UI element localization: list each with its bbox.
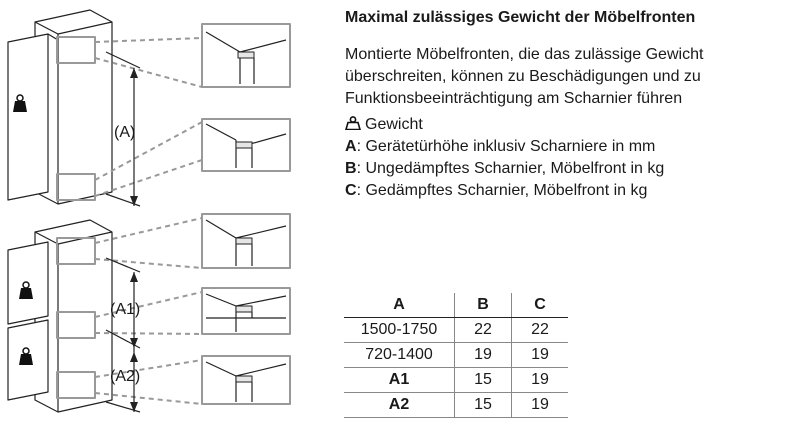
legend-item-weight	[345, 114, 664, 136]
cell-undamped: 22	[455, 318, 512, 343]
cell-damped: 19	[512, 393, 569, 418]
hinge-detail-3	[202, 214, 290, 268]
legend-separator: :	[356, 182, 362, 199]
legend-text: Gewicht	[365, 116, 423, 133]
column-header-a: A	[344, 293, 455, 318]
cell-height: A1	[344, 368, 455, 393]
hinge-detail-2	[202, 119, 290, 171]
legend	[345, 114, 664, 202]
weight-icon	[345, 116, 361, 130]
cell-damped: 19	[512, 368, 569, 393]
table-row	[344, 343, 568, 368]
table-header-row	[344, 293, 568, 318]
legend-key: B	[345, 160, 357, 177]
legend-item-c	[345, 180, 664, 202]
column-header-c: C	[512, 293, 569, 318]
cell-undamped: 15	[455, 368, 512, 393]
page-title: Maximal zulässiges Gewicht der Möbelfronten	[345, 9, 696, 26]
furniture-front-top	[8, 34, 48, 200]
legend-key: C	[345, 182, 357, 199]
hinge-illustration	[0, 0, 340, 425]
legend-key: A	[345, 138, 357, 155]
weight-table	[344, 293, 568, 418]
legend-text: Gedämpftes Scharnier, Möbelfront in kg	[365, 182, 648, 199]
cell-damped: 22	[512, 318, 569, 343]
legend-text: Gerätetürhöhe inklusiv Scharniere in mm	[365, 138, 656, 155]
legend-item-b	[345, 158, 664, 180]
legend-separator: :	[356, 160, 362, 177]
dimension-label-a: (A)	[114, 124, 136, 141]
legend-item-a	[345, 136, 664, 158]
hinge-detail-1	[202, 24, 290, 87]
cell-height: 720-1400	[344, 343, 455, 368]
cell-undamped: 19	[455, 343, 512, 368]
table-row	[344, 318, 568, 343]
table-row	[344, 368, 568, 393]
column-header-b: B	[455, 293, 512, 318]
legend-text: Ungedämpftes Scharnier, Möbelfront in kg	[365, 160, 665, 177]
legend-separator: :	[356, 138, 362, 155]
cell-damped: 19	[512, 343, 569, 368]
cell-undamped: 15	[455, 393, 512, 418]
dimension-label-a1: (A1)	[110, 301, 141, 318]
dimension-label-a2: (A2)	[110, 368, 141, 385]
cell-height: 1500-1750	[344, 318, 455, 343]
description: Montierte Möbelfronten, die das zulässige Gewicht überschreiten, können zu Beschädigungen und zu Funktionsbeeinträchtigung am Scharnier führen	[345, 46, 704, 107]
cell-height: A2	[344, 393, 455, 418]
hinge-detail-5	[202, 356, 290, 404]
hinge-detail-4	[202, 288, 290, 334]
table-row	[344, 393, 568, 418]
